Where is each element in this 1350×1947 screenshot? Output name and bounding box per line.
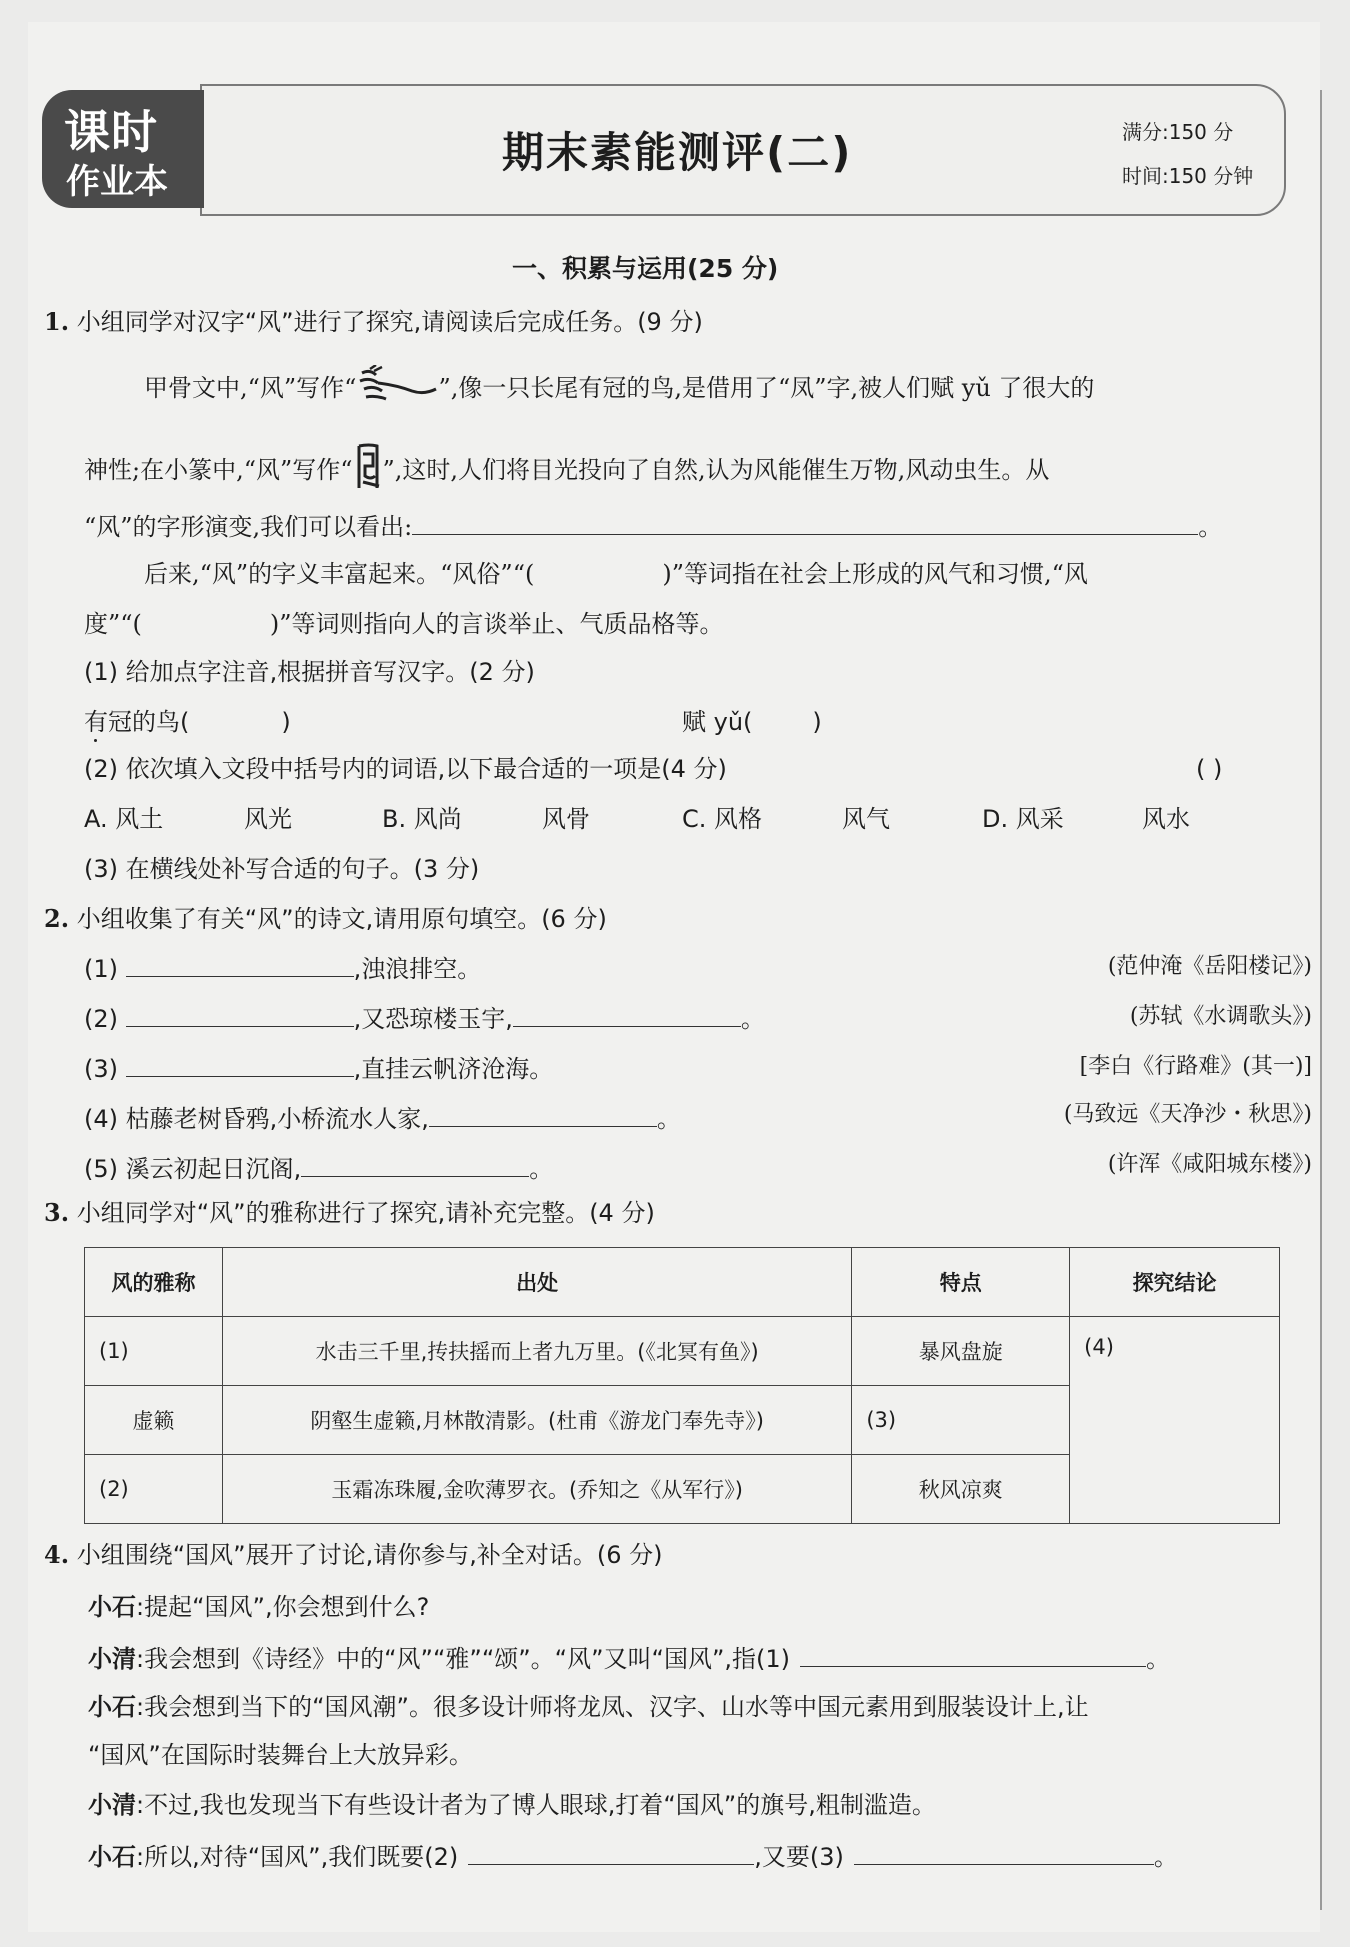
- q2-line-2-blank-b[interactable]: [513, 1000, 741, 1027]
- q2-line-2-text: ,又恐琼楼玉宇,: [353, 1005, 513, 1033]
- table-header-cell: 探究结论: [1070, 1248, 1280, 1317]
- q2-stem-text: 小组收集了有关“风”的诗文,请用原句填空。(6 分): [76, 905, 607, 933]
- q1-para3-a: “风”的字形演变,我们可以看出:: [84, 513, 413, 541]
- q4-blank-2[interactable]: [468, 1838, 754, 1865]
- time-limit: 时间:150 分钟: [1122, 164, 1254, 188]
- table-cell-feature[interactable]: (3): [852, 1386, 1070, 1455]
- seal-script-feng-icon: [353, 442, 383, 501]
- page-edge-line: [1320, 90, 1322, 1910]
- q2-line-1-blank[interactable]: [126, 950, 354, 977]
- oracle-bone-feng-icon: [356, 365, 438, 414]
- q2-line-5-source: (许浑《咸阳城东楼》): [1107, 1152, 1312, 1177]
- q2-line-5-blank[interactable]: [301, 1150, 529, 1177]
- q4-dialogue-2: [88, 1640, 1170, 1676]
- q1-para5-a: 度”“(: [84, 610, 142, 638]
- dialogue-end: 。: [1153, 1843, 1178, 1871]
- q1-para4-b: )”等词指在社会上形成的风气和习惯,“风: [662, 560, 1088, 588]
- q2-stem: [44, 902, 607, 936]
- q4-dialogue-5: [88, 1838, 1178, 1874]
- q1-option-d1[interactable]: D. 风采: [982, 805, 1064, 833]
- q1-para2-b: ”,这时,人们将目光投向了自然,认为风能催生万物,风动虫生。从: [382, 456, 1050, 484]
- q4-dialogue-3: [88, 1690, 1089, 1724]
- q1-option-b1[interactable]: B. 风尚: [382, 805, 462, 833]
- speaker-name: 小石: [88, 1693, 136, 1721]
- q4-blank-1[interactable]: [800, 1640, 1146, 1667]
- q2-number: 2.: [44, 904, 70, 933]
- q2-line-4-end: 。: [656, 1105, 681, 1133]
- q1-sub1: (1) 给加点字注音,根据拼音写汉字。(2 分): [84, 658, 535, 686]
- q1-stem-text: 小组同学对汉字“风”进行了探究,请阅读后完成任务。(9 分): [76, 308, 703, 336]
- logo: [42, 90, 204, 208]
- table-cell-name[interactable]: (2): [85, 1455, 223, 1524]
- q2-line-4-source: (马致远《天净沙・秋思》): [1063, 1102, 1312, 1127]
- q1-para1-b: ”,像一只长尾有冠的鸟,是借用了“凤”字,被人们赋 yǔ 了很大的: [438, 374, 1095, 402]
- title-box: [200, 84, 1286, 216]
- dialogue-end: 。: [1146, 1645, 1171, 1673]
- table-cell-feature: 秋风凉爽: [852, 1455, 1070, 1524]
- q4-blank-3[interactable]: [854, 1838, 1154, 1865]
- q4-stem-text: 小组围绕“国风”展开了讨论,请你参与,补全对话。(6 分): [76, 1541, 663, 1569]
- q1-sub2-answer-paren[interactable]: ( ): [1196, 755, 1223, 783]
- q4-dialogue-3b: “国风”在国际时装舞台上大放异彩。: [88, 1741, 473, 1769]
- logo-text-main: 课时: [64, 105, 158, 159]
- q1-answer-line[interactable]: [412, 508, 1198, 535]
- speaker-name: 小石: [88, 1843, 136, 1871]
- q2-line-3-text: ,直挂云帆济沧海。: [353, 1055, 554, 1083]
- q2-line-1-source: (范仲淹《岳阳楼记》): [1107, 954, 1312, 979]
- q1-sub3: (3) 在横线处补写合适的句子。(3 分): [84, 855, 480, 883]
- page-title: 期末素能测评(二): [502, 128, 853, 177]
- q1-sub1-b-label: 赋 yǔ(: [682, 708, 753, 736]
- table-cell-source: 水击三千里,抟扶摇而上者九万里。(《北冥有鱼》): [222, 1317, 851, 1386]
- dialogue-text: ,又要(3): [754, 1843, 844, 1871]
- q3-stem: [44, 1196, 655, 1230]
- q4-dialogue-4: [88, 1788, 936, 1822]
- table-cell-source: 阴壑生虚籁,月林散清影。(杜甫《游龙门奉先寺》): [222, 1386, 851, 1455]
- q2-line-1-label: (1): [84, 955, 118, 983]
- q2-line-4-label: (4): [84, 1105, 118, 1133]
- q2-line-5-text: 溪云初起日沉阁,: [125, 1155, 302, 1183]
- q2-line-3-source: [李白《行路难》(其一)]: [1079, 1054, 1312, 1079]
- q2-line-4-text: 枯藤老树昏鸦,小桥流水人家,: [125, 1105, 429, 1133]
- q1-para5-b: )”等词则指向人的言谈举止、气质品格等。: [269, 610, 724, 638]
- speaker-name: 小石: [88, 1593, 136, 1621]
- q1-sub1-a: [84, 705, 291, 739]
- q1-option-b2: 风骨: [542, 805, 590, 833]
- q3-table: [84, 1247, 1280, 1524]
- q2-line-2-label: (2): [84, 1005, 118, 1033]
- q1-para2: [84, 442, 1049, 501]
- q2-line-5: [84, 1150, 553, 1186]
- dialogue-text: :不过,我也发现当下有些设计者为了博人眼球,打着“国风”的旗号,粗制滥造。: [136, 1791, 936, 1819]
- q1-para2-a: 神性;在小篆中,“风”写作“: [84, 456, 353, 484]
- q3-stem-text: 小组同学对“风”的雅称进行了探究,请补充完整。(4 分): [76, 1199, 655, 1227]
- dialogue-text: :我会想到当下的“国风潮”。很多设计师将龙凤、汉字、山水等中国元素用到服装设计上,让: [136, 1693, 1089, 1721]
- q1-para1-a: 甲骨文中,“风”写作“: [144, 374, 357, 402]
- q2-line-3-label: (3): [84, 1055, 118, 1083]
- table-row: [85, 1317, 1280, 1386]
- q2-line-2: [84, 1000, 765, 1036]
- section-title: 一、积累与运用(25 分): [512, 254, 779, 283]
- header: [42, 84, 1284, 222]
- q1-sub1-a-label: 有冠的鸟(: [84, 708, 190, 736]
- q1-para4-a: 后来,“风”的字义丰富起来。“风俗”“(: [144, 560, 535, 588]
- q1-sub1-a-end: ): [281, 708, 291, 736]
- dialogue-text: :提起“国风”,你会想到什么?: [136, 1593, 430, 1621]
- q1-para1: [144, 365, 1094, 414]
- table-cell-name: 虚籁: [85, 1386, 223, 1455]
- q1-option-a2: 风光: [244, 805, 292, 833]
- q1-option-d2: 风水: [1142, 805, 1190, 833]
- q1-sub1-b: [682, 705, 822, 739]
- q2-line-2-end: 。: [740, 1005, 765, 1033]
- q4-stem: [44, 1538, 662, 1572]
- q2-line-3: [84, 1050, 553, 1086]
- table-cell-source: 玉霜冻珠履,金吹薄罗衣。(乔知之《从军行》): [222, 1455, 851, 1524]
- dialogue-text: :我会想到《诗经》中的“风”“雅”“颂”。“风”又叫“国风”,指(1): [136, 1645, 791, 1673]
- table-header-cell: 出处: [222, 1248, 851, 1317]
- table-cell-feature: 暴风盘旋: [852, 1317, 1070, 1386]
- dialogue-text: :所以,对待“国风”,我们既要(2): [136, 1843, 459, 1871]
- q2-line-1: [84, 950, 481, 986]
- q2-line-5-end: 。: [529, 1155, 554, 1183]
- q1-option-c1[interactable]: C. 风格: [682, 805, 763, 833]
- q2-line-4: [84, 1100, 681, 1136]
- table-header-cell: 特点: [852, 1248, 1070, 1317]
- speaker-name: 小清: [88, 1645, 136, 1673]
- q1-number: 1.: [44, 307, 70, 336]
- q1-option-a1[interactable]: A. 风土: [84, 805, 164, 833]
- table-cell-name[interactable]: (1): [85, 1317, 223, 1386]
- q2-line-1-text: ,浊浪排空。: [353, 955, 482, 983]
- q1-stem: [44, 305, 703, 339]
- q2-line-5-label: (5): [84, 1155, 118, 1183]
- q4-number: 4.: [44, 1540, 70, 1569]
- table-header-cell: 风的雅称: [85, 1248, 223, 1317]
- q2-line-2-source: (苏轼《水调歌头》): [1129, 1004, 1312, 1029]
- q1-sub2: (2) 依次填入文段中括号内的词语,以下最合适的一项是(4 分): [84, 755, 727, 783]
- q1-para3: [84, 508, 1222, 544]
- logo-text-sub: 作业本: [66, 162, 168, 202]
- q3-number: 3.: [44, 1198, 70, 1227]
- q1-para3-end: 。: [1198, 513, 1223, 541]
- table-header-row: [85, 1248, 1280, 1317]
- q1-para5: [84, 607, 724, 641]
- speaker-name: 小清: [88, 1791, 136, 1819]
- q4-dialogue-1: [88, 1590, 429, 1624]
- q2-line-2-blank-a[interactable]: [126, 1000, 354, 1027]
- q2-line-3-blank[interactable]: [126, 1050, 354, 1077]
- table-cell-conclusion[interactable]: (4): [1070, 1317, 1280, 1524]
- q1-option-c2: 风气: [842, 805, 890, 833]
- q1-sub1-b-end: ): [812, 708, 822, 736]
- q1-para4: [144, 557, 1088, 591]
- full-score: 满分:150 分: [1122, 120, 1234, 144]
- q2-line-4-blank[interactable]: [429, 1100, 657, 1127]
